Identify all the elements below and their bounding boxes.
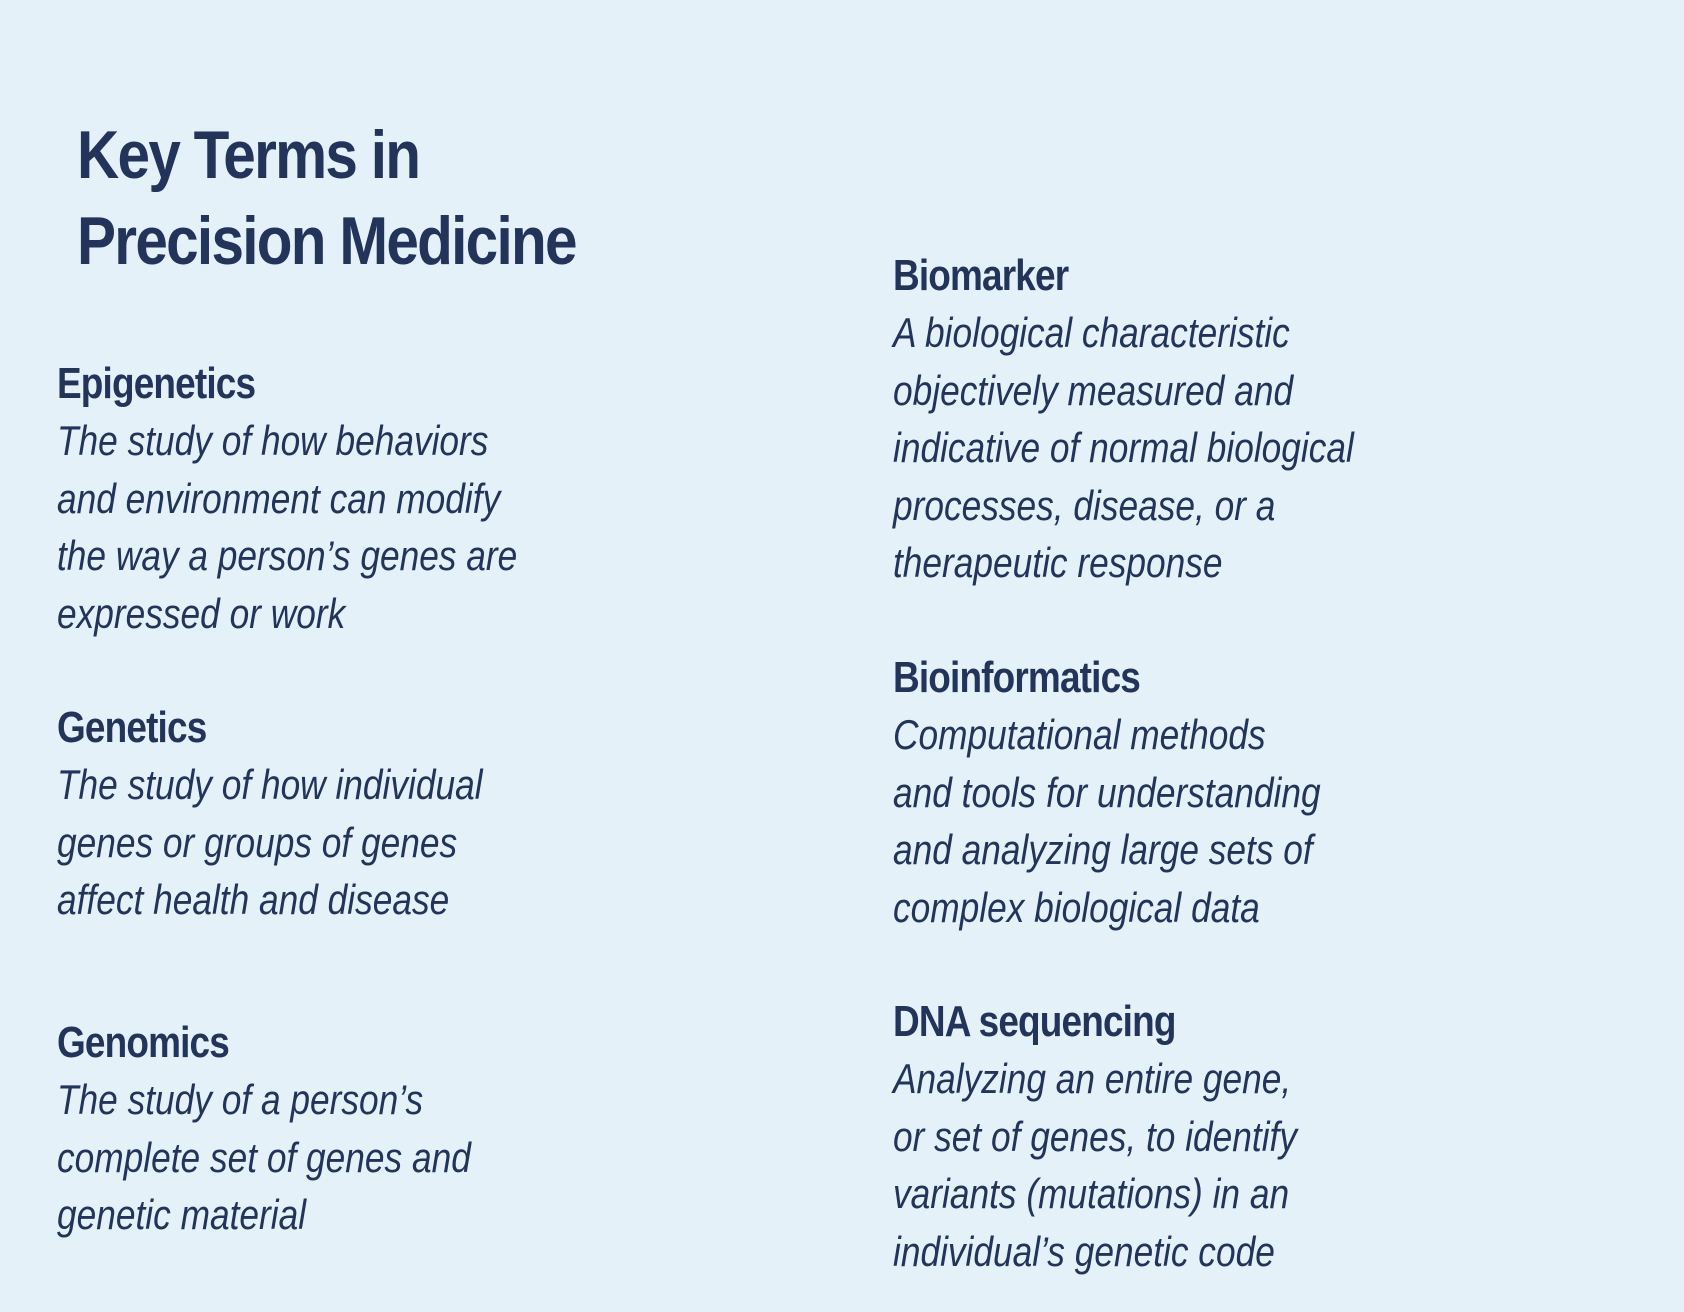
term-name: Epigenetics [57, 359, 256, 408]
definition-line: individual’s genetic code [893, 1227, 1275, 1275]
definition-line: indicative of normal biological [893, 424, 1354, 471]
definition-line: Analyzing an entire gene, [893, 1055, 1292, 1102]
term-genetics [57, 700, 677, 929]
term-bioinformatics [893, 650, 1513, 936]
term-name: Biomarker [893, 251, 1069, 300]
term-name: Genomics [57, 1018, 229, 1067]
term-genomics [57, 1015, 677, 1244]
page-title [77, 112, 576, 284]
definition-line: The study of how individual [57, 761, 483, 808]
definition-line: The study of how behaviors [57, 417, 489, 464]
page-title-line-1: Key Terms in [77, 117, 420, 193]
definition-line: processes, disease, or a [893, 481, 1276, 529]
definition-line: and tools for understanding [893, 768, 1321, 816]
definition-line: A biological characteristic [893, 309, 1290, 356]
definition-line: expressed or work [57, 589, 346, 637]
term-dna-sequencing [893, 994, 1513, 1280]
term-definition [57, 1071, 578, 1244]
term-epigenetics [57, 356, 677, 642]
term-definition [893, 706, 1414, 936]
term-biomarker [893, 248, 1513, 592]
definition-line: genes or groups of genes [57, 818, 458, 866]
term-definition [893, 1050, 1414, 1280]
term-name: DNA sequencing [893, 997, 1176, 1046]
definition-line: therapeutic response [893, 539, 1223, 586]
term-name: Genetics [57, 703, 207, 752]
definition-line: and analyzing large sets of [893, 826, 1313, 873]
term-definition [57, 412, 578, 642]
definition-line: or set of genes, to identify [893, 1112, 1298, 1160]
term-definition [893, 304, 1414, 592]
definition-line: the way a person’s genes are [57, 532, 518, 579]
definition-line: complete set of genes and [57, 1133, 471, 1181]
definition-line: objectively measured and [893, 366, 1294, 414]
definition-line: affect health and disease [57, 876, 450, 923]
term-name: Bioinformatics [893, 653, 1140, 702]
definition-line: variants (mutations) in an [893, 1170, 1290, 1217]
definition-line: genetic material [57, 1191, 307, 1238]
definition-line: and environment can modify [57, 474, 501, 522]
term-definition [57, 756, 578, 929]
definition-line: Computational methods [893, 711, 1266, 758]
definition-line: The study of a person’s [57, 1076, 424, 1123]
page-title-line-2: Precision Medicine [77, 203, 576, 279]
definition-line: complex biological data [893, 883, 1260, 931]
